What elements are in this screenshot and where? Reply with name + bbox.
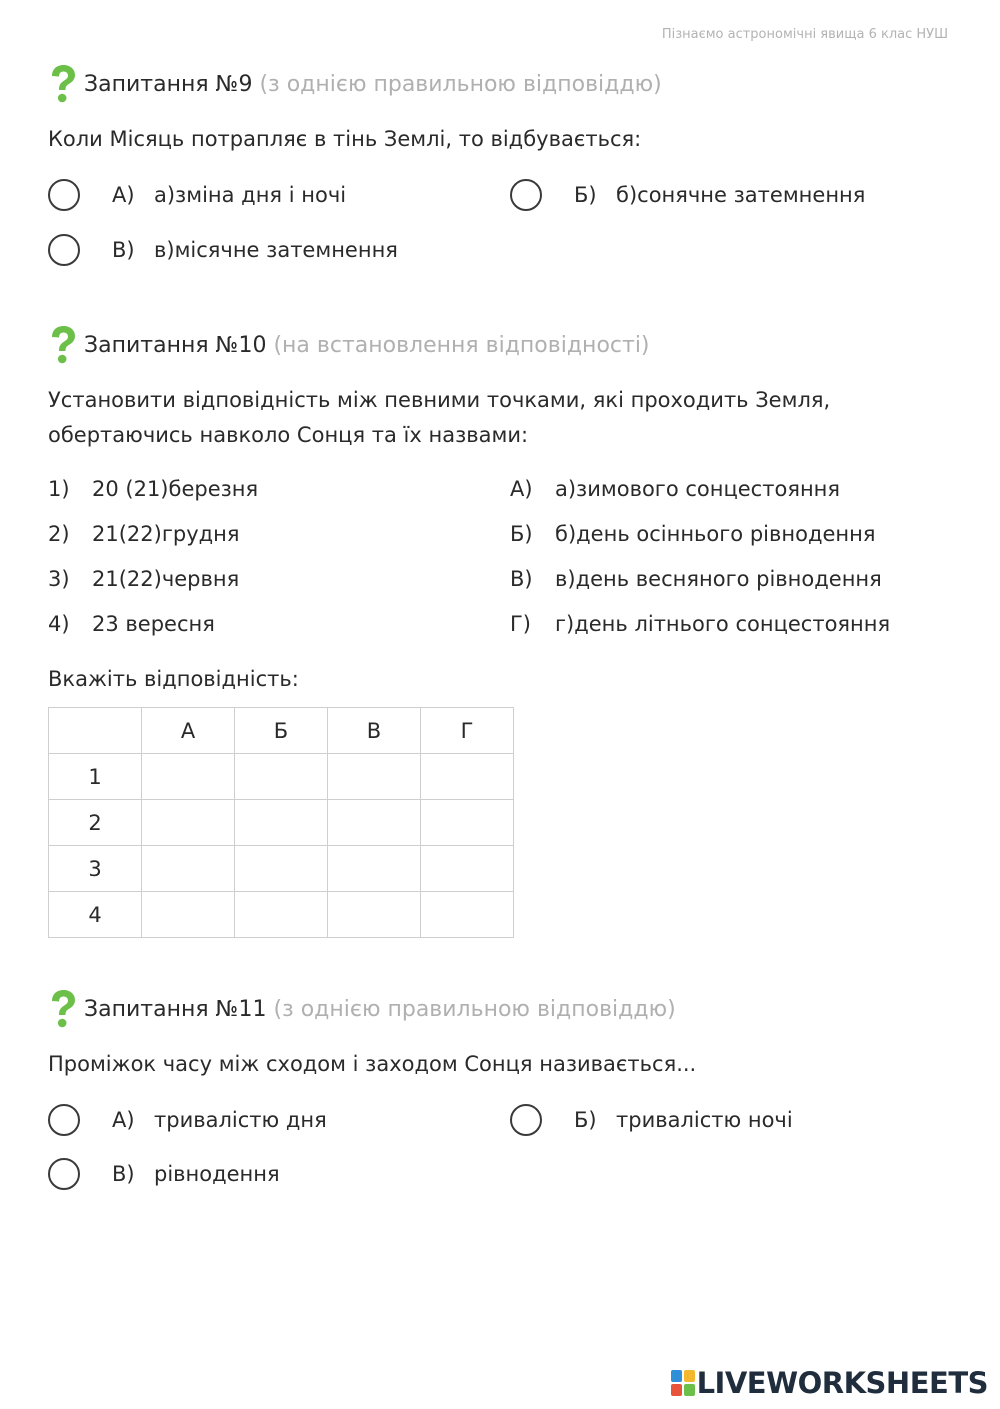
grid-cell[interactable] — [328, 846, 421, 892]
grid-col-header: Б — [235, 708, 328, 754]
option-letter: А) — [112, 183, 135, 207]
grid-row — [49, 846, 514, 892]
question-11-text: Проміжок часу між сходом і заходом Сонця називається... — [48, 1052, 697, 1076]
match-left-item — [48, 519, 240, 549]
question-9-title — [48, 64, 662, 104]
question-10-text-line1: Установити відповідність між певними точками, які проходить Земля, — [48, 388, 831, 412]
grid-cell[interactable] — [235, 846, 328, 892]
question-title-text: Запитання №9 — [84, 71, 253, 97]
grid-cell[interactable] — [235, 754, 328, 800]
radio-button[interactable] — [48, 1104, 80, 1136]
match-right-item — [510, 519, 876, 549]
grid-cell[interactable] — [142, 754, 235, 800]
grid-row — [49, 892, 514, 938]
question-type: (з однією правильною відповіддю) — [273, 996, 676, 1022]
q11-option-a[interactable] — [48, 1102, 327, 1138]
match-left-text: 23 вересня — [92, 612, 215, 636]
option-letter: Б) — [574, 1108, 597, 1132]
match-left-text: 21(22)грудня — [92, 522, 240, 546]
question-type: (з однією правильною відповіддю) — [259, 71, 662, 97]
match-left-text: 21(22)червня — [92, 567, 240, 591]
option-text: а)зміна дня і ночі — [154, 183, 347, 207]
q9-option-c[interactable] — [48, 232, 398, 268]
match-left-item — [48, 564, 239, 594]
question-mark-icon — [48, 989, 78, 1029]
question-9-text: Коли Місяць потрапляє в тінь Землі, то відбувається: — [48, 127, 642, 151]
match-left-item — [48, 474, 258, 504]
header-note: Пізнаємо астрономічні явища 6 клас НУШ — [661, 27, 948, 42]
radio-button[interactable] — [48, 179, 80, 211]
grid-row — [49, 800, 514, 846]
question-mark-icon — [48, 325, 78, 365]
match-left-text: 20 (21)березня — [92, 477, 259, 501]
question-10-text-line2: обертаючись навколо Сонця та їх назвами: — [48, 423, 529, 447]
q11-option-b[interactable] — [510, 1102, 793, 1138]
radio-button[interactable] — [48, 1158, 80, 1190]
match-right-item — [510, 609, 890, 639]
match-left-num: 3) — [48, 567, 70, 591]
option-letter: В) — [112, 1162, 135, 1186]
match-right-letter: Б) — [510, 522, 533, 546]
option-letter: А) — [112, 1108, 135, 1132]
match-left-num: 4) — [48, 612, 70, 636]
grid-cell[interactable] — [142, 892, 235, 938]
option-text: рівнодення — [154, 1162, 280, 1186]
grid-cell[interactable] — [421, 754, 514, 800]
grid-cell[interactable] — [328, 892, 421, 938]
option-text: б)сонячне затемнення — [616, 183, 866, 207]
radio-button[interactable] — [510, 1104, 542, 1136]
grid-col-header: В — [328, 708, 421, 754]
logo-blocks-icon — [671, 1370, 695, 1396]
question-title-text: Запитання №11 — [84, 996, 267, 1022]
grid-corner — [49, 708, 142, 754]
match-left-item — [48, 609, 215, 639]
question-type: (на встановлення відповідності) — [273, 332, 650, 358]
question-mark-icon — [48, 64, 78, 104]
match-left-num: 2) — [48, 522, 70, 546]
grid-cell[interactable] — [328, 800, 421, 846]
match-right-text: б)день осіннього рівнодення — [555, 522, 876, 546]
match-right-letter: Г) — [510, 612, 531, 636]
option-letter: Б) — [574, 183, 597, 207]
option-text: тривалістю дня — [154, 1108, 327, 1132]
logo-text: LIVEWORKSHEETS — [696, 1366, 988, 1400]
option-text: тривалістю ночі — [616, 1108, 793, 1132]
option-text: в)місячне затемнення — [154, 238, 398, 262]
option-letter: В) — [112, 238, 135, 262]
match-right-text: а)зимового сонцестояння — [555, 477, 841, 501]
grid-cell[interactable] — [421, 800, 514, 846]
grid-row-header: 3 — [49, 846, 142, 892]
match-right-item — [510, 564, 882, 594]
q9-option-b[interactable] — [510, 177, 865, 213]
grid-cell[interactable] — [142, 846, 235, 892]
q11-option-c[interactable] — [48, 1156, 280, 1192]
grid-col-header: Г — [421, 708, 514, 754]
grid-row-header: 1 — [49, 754, 142, 800]
radio-button[interactable] — [510, 179, 542, 211]
q9-option-a[interactable] — [48, 177, 346, 213]
grid-header-row — [49, 708, 514, 754]
match-right-letter: В) — [510, 567, 533, 591]
match-right-item — [510, 474, 840, 504]
question-10-title — [48, 325, 650, 365]
match-right-text: г)день літнього сонцестояння — [555, 612, 891, 636]
grid-cell[interactable] — [142, 800, 235, 846]
match-left-num: 1) — [48, 477, 70, 501]
match-right-letter: А) — [510, 477, 533, 501]
grid-row-header: 4 — [49, 892, 142, 938]
grid-prompt: Вкажіть відповідність: — [48, 667, 299, 691]
liveworksheets-logo — [671, 1366, 988, 1400]
grid-cell[interactable] — [328, 754, 421, 800]
grid-cell[interactable] — [235, 892, 328, 938]
matching-grid — [48, 707, 514, 938]
radio-button[interactable] — [48, 234, 80, 266]
grid-cell[interactable] — [421, 892, 514, 938]
grid-cell[interactable] — [421, 846, 514, 892]
grid-col-header: А — [142, 708, 235, 754]
match-right-text: в)день весняного рівнодення — [555, 567, 882, 591]
question-11-title — [48, 989, 676, 1029]
grid-row-header: 2 — [49, 800, 142, 846]
question-title-text: Запитання №10 — [84, 332, 267, 358]
grid-row — [49, 754, 514, 800]
grid-cell[interactable] — [235, 800, 328, 846]
